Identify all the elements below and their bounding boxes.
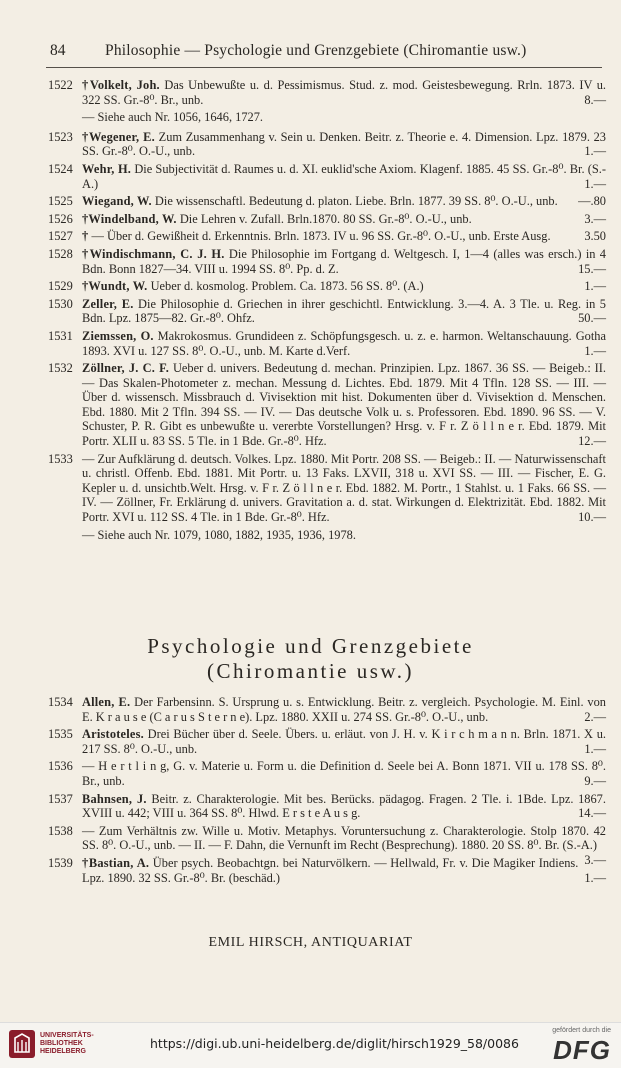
permalink-url[interactable]: https://digi.ub.uni-heidelberg.de/diglit/hirsch1929_58/0086 — [150, 1036, 519, 1051]
page-footer: EMIL HIRSCH, ANTIQUARIAT — [208, 935, 413, 950]
entry-description: Drei Bücher über d. Seele. Übers. u. erläut. von J. H. v. K i r c h m a n n. Brln. 1871. X u. 217 SS. 8⁰. O.-U., unb. — [82, 727, 606, 756]
entry-price: 1.— — [584, 343, 606, 358]
entry-description: Über psych. Beobachtgn. bei Naturvölkern. — Hellwald, Fr. v. Die Magiker Indiens. Lpz. 1890. 32 SS. Gr.-8⁰. Br. (beschäd.) — [82, 855, 579, 885]
entry-author: Ziemssen, O. — [82, 328, 154, 343]
entry-description: — Über d. Gewißheit d. Erkenntnis. Brln. 1873. IV u. 96 SS. Gr.-8⁰. O.-U., unb. Erste Ausg. — [91, 229, 551, 244]
entry-number: 1538 — [48, 823, 73, 838]
entry-number: 1532 — [48, 361, 73, 376]
entry-description: — H e r t l i n g, G. v. Materie u. Form u. die Definition d. Seele bei A. Bonn 1871. VII u. 178 SS. 8⁰. Br., unb. — [82, 759, 606, 788]
entry-description: Das Unbewußte u. d. Pessimismus. Stud. z. mod. Geistesbewegung. Rrln. 1873. IV u. 322 SS. Gr.-8⁰. Br., unb. — [82, 78, 606, 107]
entry-price: 1.— — [584, 144, 606, 159]
running-title: Philosophie — Psychologie und Grenzgebiete (Chiromantie usw.) — [105, 42, 527, 59]
entry-description: — Zur Aufklärung d. deutsch. Volkes. Lpz. 1880. Mit Portr. 208 SS. — Beigeb.: II. — Naturwissenschaft u. christl. Offenb. Ebd. 1881. Mit Portr. u. 13 Faks. LXVII, 318 u. XVI SS. — III. — Fischer, E. G. Kepler u. d. unsichtb.Welt. Hrsg. v. F r. Z ö l l n e r. Ebd. 1882. M. Portr., 1 Stahlst. u. 1 Faks. 66 SS. — IV. — Zöllner, Fr. Erklärung d. univers. Gravitation a. d. stat. Wirkungen d. Elektrizität. Ebd. 1882. Mit Portr. XVI u. 112 SS. 4 Tle. in 1 Bde. Gr.-8⁰. Hfz. — [82, 451, 606, 525]
entry-number: 1529 — [48, 279, 73, 294]
entry-number: 1533 — [48, 451, 73, 466]
entry-number: 1537 — [48, 791, 73, 806]
entry-author: Aristoteles. — [82, 727, 144, 742]
viewer-bottom-bar — [0, 1022, 621, 1068]
entry-author: † — [82, 229, 89, 244]
entry-description: Makrokosmus. Grundideen z. Schöpfungsgesch. u. z. e. harmon. Weltanschauung. Gotha 1893. XVI u. 127 SS. 8⁰. O.-U., unb. M. Karte d.Verf. — [82, 328, 606, 358]
entry-number: 1539 — [48, 855, 73, 870]
funding-note: gefördert durch die — [552, 1027, 611, 1034]
entry-price: 15.— — [578, 261, 606, 276]
university-seal-icon — [8, 1029, 36, 1059]
entry-description: Die Philosophie im Fortgang d. Weltgesch. I, 1—4 (alles was ersch.) in 4 Bdn. Bonn 1827—34. VIII u. 1994 SS. 8⁰. Pp. d. Z. — [82, 246, 606, 276]
logo-line-1: UNIVERSITÄTS- — [40, 1032, 94, 1039]
entry-author: Allen, E. — [82, 695, 131, 709]
entry-number: 1525 — [48, 194, 73, 209]
entry-price: 1.— — [584, 870, 606, 885]
page-header — [50, 42, 591, 64]
logo-line-2: BIBLIOTHEK — [40, 1040, 83, 1047]
catalog-entry — [48, 78, 606, 107]
entry-description: Beitr. z. Charakterologie. Mit bes. Berücks. pädagog. Fragen. 2 Tle. i. 1Bde. Lpz. 1867. XVIII u. 442; VIII u. 364 SS. 8⁰. Hlwd. E r s t e A u s g. — [82, 791, 606, 821]
logo-line-3: HEIDELBERG — [40, 1048, 86, 1055]
entry-price: 3.— — [584, 211, 606, 226]
entry-price: 3.50 — [584, 229, 606, 244]
entry-price: 1.— — [584, 176, 606, 191]
entry-number: 1528 — [48, 246, 73, 261]
catalog-entry — [48, 727, 606, 756]
catalog-entry — [48, 361, 606, 449]
catalog-entry — [48, 130, 606, 159]
catalog-entry — [48, 329, 606, 358]
entry-author: †Windischmann, C. J. H. — [82, 246, 225, 261]
entry-description: Die Lehren v. Zufall. Brln.1870. 80 SS. Gr.-8⁰. O.-U., unb. — [179, 211, 472, 226]
library-logo-text — [40, 1032, 94, 1056]
catalog-entry — [48, 297, 606, 326]
see-also-note: — Siehe auch Nr. 1079, 1080, 1882, 1935, 1936, 1978. — [82, 527, 356, 542]
entry-description: Die Philosophie d. Griechen in ihrer geschichtl. Entwicklung. 3.—4. A. 3 Tle. u. Reg. in 5 Bdn. Lpz. 1875—82. Gr.-8⁰. Ohfz. — [82, 296, 606, 326]
entry-number: 1527 — [48, 229, 73, 244]
page-number: 84 — [50, 42, 66, 59]
entry-description: Zum Zusammenhang v. Sein u. Denken. Beitr. z. Theorie e. 4. Dimension. Lpz. 1879. 23 SS. Gr.-8⁰. O.-U., unb. — [82, 129, 607, 159]
entry-price: 12.— — [578, 434, 606, 449]
entry-author: Wiegand, W. — [82, 194, 152, 209]
catalog-entry — [48, 229, 606, 244]
catalog-entry — [48, 279, 606, 294]
section-title — [0, 634, 621, 684]
entry-price: —.80 — [578, 194, 606, 209]
catalog-entry — [48, 792, 606, 821]
catalog-entry — [48, 212, 606, 227]
entry-author: †Volkelt, Joh. — [82, 78, 160, 92]
entry-number: 1526 — [48, 211, 73, 226]
catalog-entry — [48, 452, 606, 525]
entry-number: 1530 — [48, 296, 73, 311]
entries-philosophie — [48, 78, 606, 547]
entry-author: †Windelband, W. — [82, 211, 177, 226]
entry-price: 50.— — [578, 311, 606, 326]
entry-author: Bahnsen, J. — [82, 791, 147, 806]
entry-number: 1524 — [48, 161, 73, 176]
entry-number: 1535 — [48, 727, 73, 742]
entry-author: †Bastian, A. — [82, 855, 150, 870]
entry-description: Der Farbensinn. S. Ursprung u. s. Entwicklung. Beitr. z. vergleich. Psychologie. M. Einl. von E. K r a u s e (C a r u s S t e r n e). Lpz. 1880. XXII u. 274 SS. Gr.-8⁰. O.-U., unb. — [82, 695, 606, 724]
catalog-entry — [48, 162, 606, 191]
entry-price: 2.— — [584, 709, 606, 724]
entry-number: 1523 — [48, 129, 73, 144]
entry-number: 1534 — [48, 695, 73, 709]
entry-price: 3.— — [584, 852, 606, 867]
catalog-entry — [48, 856, 606, 885]
entry-price: 8.— — [584, 92, 606, 107]
catalog-entry — [48, 247, 606, 276]
entry-price: 14.— — [578, 806, 606, 821]
section-title-line-2: (Chiromantie usw.) — [207, 659, 414, 683]
entry-price: 1.— — [584, 279, 606, 294]
entry-author: †Wundt, W. — [82, 279, 148, 294]
entry-description: Die Subjectivität d. Raumes u. d. XI. euklid'sche Axiom. Klagenf. 1885. 45 SS. Gr.-8⁰. Br. (S.-A.) — [82, 161, 606, 191]
entry-price: 9.— — [584, 773, 606, 788]
entry-description: Ueber d. kosmolog. Problem. Ca. 1873. 56 SS. 8⁰. (A.) — [150, 279, 424, 294]
entry-author: Zeller, E. — [82, 296, 134, 311]
header-rule — [46, 67, 602, 68]
entry-price: 10.— — [578, 510, 606, 525]
entry-description: — Zum Verhältnis zw. Wille u. Motiv. Metaphys. Voruntersuchung z. Charakterologie. Stolp 1870. 42 SS. 8⁰. O.-U., unb. — II. — F. Dahn, die Vernunft im Recht (Besprechung). 1880. 20 SS. 8⁰. Br. (S.-A.) — [82, 823, 606, 853]
entry-number: 1531 — [48, 328, 73, 343]
section-title-line-1: Psychologie und Grenzgebiete — [147, 634, 474, 658]
entries-psychologie — [48, 695, 606, 888]
entry-author: Wehr, H. — [82, 161, 132, 176]
entry-author: †Wegener, E. — [82, 129, 155, 144]
catalog-entry — [48, 695, 606, 724]
entry-price: 1.— — [584, 741, 606, 756]
entry-description: Ueber d. univers. Bedeutung d. mechan. Prinzipien. Lpz. 1867. 36 SS. — Beigeb.: II. — Das Skalen-Photometer z. mechan. Messung d. Lichtes. Ebd. 1879. Mit 4 Tfln. 128 SS. — III. — Über d. wissensch. Missbrauch d. Vivisektion mit hist. Dokumenten über d. Vivisektion d. Menschen. Ebd. 1880. Mit 2 Tfln. 394 SS. — IV. — Das deutsche Volk u. s. Professoren. Ebd. 1890. 96 SS. — V. Schuster, P. R. Gibt es unbewußte u. vererbte Vorstellungen? Hrsg. v. F r. Z ö l l n e r. Ebd. 1879. Mit Portr. XLII u. 83 SS. 5 Tle. in 1 Bde. Gr.-8⁰. Hfz. — [82, 361, 606, 449]
catalog-entry — [48, 194, 606, 209]
catalog-entry — [48, 759, 606, 788]
see-also-note: — Siehe auch Nr. 1056, 1646, 1727. — [82, 110, 264, 125]
dfg-logo: DFG — [553, 1035, 611, 1065]
entry-number: 1522 — [48, 78, 73, 92]
entry-description: Die wissenschaftl. Bedeutung d. platon. Liebe. Brln. 1877. 39 SS. 8⁰. O.-U., unb. — [154, 194, 558, 209]
entry-author: Zöllner, J. C. F. — [82, 361, 170, 376]
entry-number: 1536 — [48, 759, 73, 774]
